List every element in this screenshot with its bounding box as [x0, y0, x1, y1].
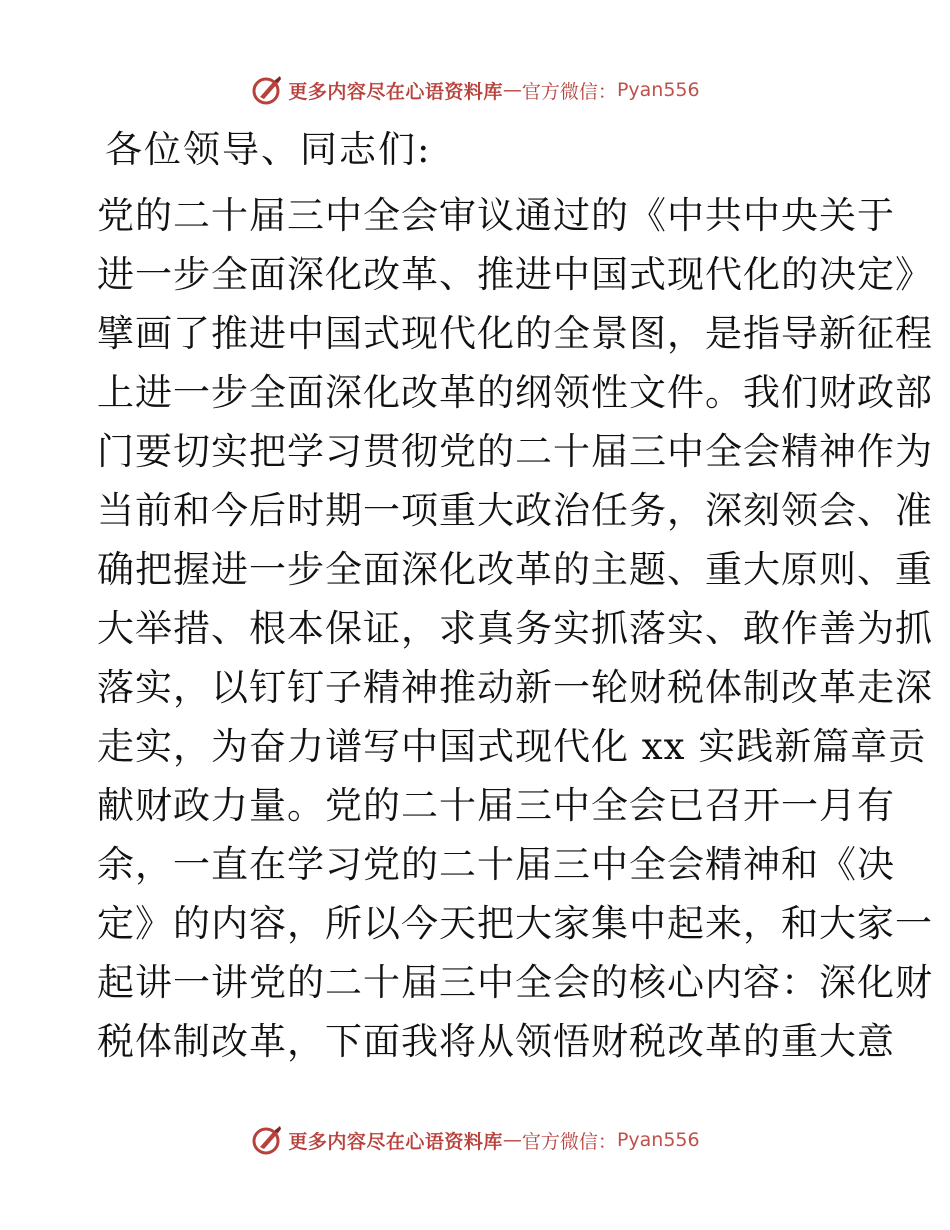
text-line: 落实，以钉钉子精神推动新一轮财税体制改革走深: [97, 666, 933, 709]
text-line: 税体制改革，下面我将从领悟财税改革的重大意: [97, 1020, 895, 1063]
text-line: 确把握进一步全面深化改革的主题、重大原则、重: [97, 548, 933, 591]
text-line: 进一步全面深化改革、推进中国式现代化的决定》: [97, 253, 933, 296]
banner-wechat-id: Pyan556: [616, 1129, 700, 1151]
text-line: 余，一直在学习党的二十届三中全会精神和《决: [97, 843, 895, 886]
text-line: 定》的内容，所以今天把大家集中起来，和大家一: [97, 902, 933, 945]
banner-site-text: 更多内容尽在心语资料库: [288, 80, 503, 103]
pen-logo-icon: [250, 1123, 284, 1157]
text-line: 擘画了推进中国式现代化的全景图，是指导新征程: [97, 312, 933, 355]
document-body: [97, 122, 933, 1071]
banner-wechat-label: 官方微信：: [521, 80, 617, 103]
greeting: 各位领导、同志们:: [105, 128, 432, 171]
banner-separator: —: [502, 79, 522, 101]
banner-separator: —: [502, 1129, 522, 1151]
text-line: 大举措、根本保证，求真务实抓落实、敢作善为抓: [97, 607, 933, 650]
paragraph: [97, 186, 933, 1071]
banner-wechat-id: Pyan556: [616, 79, 700, 101]
text-line: 走实，为奋力谱写中国式现代化 xx 实践新篇章贡: [97, 725, 927, 768]
text-line: 门要切实把学习贯彻党的二十届三中全会精神作为: [97, 430, 933, 473]
text-line: 党的二十届三中全会审议通过的《中共中央关于: [97, 194, 895, 237]
banner-wechat-label: 官方微信：: [521, 1130, 617, 1153]
text-line: 上进一步全面深化改革的纲领性文件。我们财政部: [97, 371, 933, 414]
footer-banner: [0, 1120, 950, 1160]
text-line: 当前和今后时期一项重大政治任务，深刻领会、准: [97, 489, 933, 532]
text-line: 献财政力量。党的二十届三中全会已召开一月有: [97, 784, 895, 827]
header-banner: [0, 70, 950, 110]
pen-logo-icon: [250, 73, 284, 107]
banner-site-text: 更多内容尽在心语资料库: [288, 1130, 503, 1153]
text-line: 起讲一讲党的二十届三中全会的核心内容：深化财: [97, 961, 933, 1004]
